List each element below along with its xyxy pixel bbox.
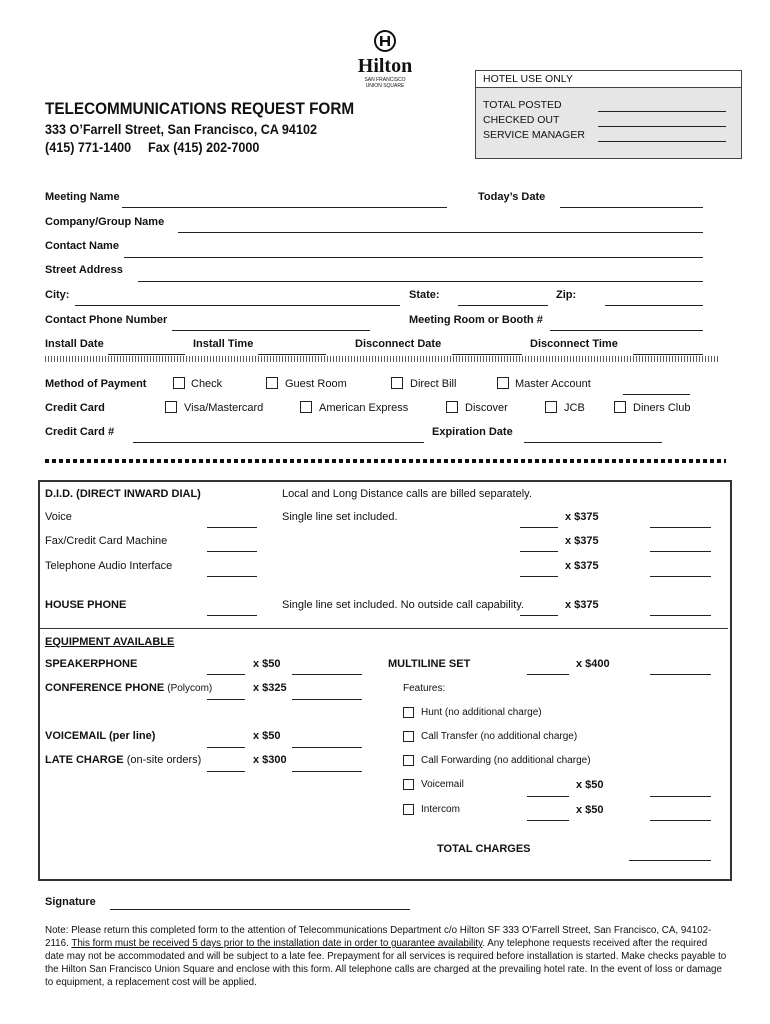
american-express-checkbox[interactable] bbox=[300, 401, 312, 413]
note-part-b: This form must be received 5 days prior to the installation date in order to guarantee availability bbox=[71, 938, 483, 949]
hilton-emblem-icon bbox=[372, 30, 398, 52]
meeting-room-field[interactable] bbox=[550, 330, 703, 331]
company-field[interactable] bbox=[178, 232, 703, 233]
feature-voicemail-total-field[interactable] bbox=[650, 796, 711, 797]
house-phone-note: Single line set included. No outside call capability. bbox=[282, 599, 524, 611]
voicemail-price: x $50 bbox=[253, 730, 281, 742]
house-phone-price: x $375 bbox=[565, 599, 599, 611]
voicemail-label: VOICEMAIL (per line) bbox=[45, 730, 156, 742]
direct-bill-option-label: Direct Bill bbox=[410, 378, 457, 390]
american-express-label: American Express bbox=[319, 402, 409, 414]
audio-days-field[interactable] bbox=[520, 576, 558, 577]
total-posted-field[interactable] bbox=[598, 111, 726, 112]
multiline-qty-field[interactable] bbox=[527, 674, 569, 675]
did-title: D.I.D. (DIRECT INWARD DIAL) bbox=[45, 488, 201, 500]
note-part-c: . Any telephone requests received after the required date may not be accommodated and will be subject to a late fee. Prepayment for all services is required before installation is started. Make checks payable to the Hilton San Francisco Union Square and enclose with this form. All telephone calls are charged at the prevailing hotel rate. In the event of loss or damage to equipment, a replacement cost will be applied. bbox=[45, 938, 727, 988]
brand-name: Hilton bbox=[357, 55, 413, 77]
voice-total-field[interactable] bbox=[650, 527, 711, 528]
credit-card-label: Credit Card bbox=[45, 402, 105, 414]
credit-card-number-field[interactable] bbox=[133, 442, 424, 443]
conference-phone-qty-field[interactable] bbox=[207, 699, 245, 700]
voice-price: x $375 bbox=[565, 511, 599, 523]
conference-phone-total-field[interactable] bbox=[292, 699, 362, 700]
fax-total-field[interactable] bbox=[650, 551, 711, 552]
call-forwarding-checkbox[interactable] bbox=[403, 755, 414, 766]
hunt-checkbox[interactable] bbox=[403, 707, 414, 718]
jcb-label: JCB bbox=[564, 402, 585, 414]
check-checkbox[interactable] bbox=[173, 377, 185, 389]
multiline-total-field[interactable] bbox=[650, 674, 711, 675]
audio-price: x $375 bbox=[565, 560, 599, 572]
master-account-option-label: Master Account bbox=[515, 378, 591, 390]
note-part-a: Note: Please return this completed form to the attention of Telecommunications Department c/o Hilton SF 333 O’Farrell Street, San Francisco, CA, 94102-2116. bbox=[45, 925, 712, 949]
expiration-date-label: Expiration Date bbox=[432, 426, 513, 438]
direct-bill-checkbox[interactable] bbox=[391, 377, 403, 389]
feature-voicemail-label: Voicemail bbox=[421, 779, 464, 790]
equipment-title: EQUIPMENT AVAILABLE bbox=[45, 636, 175, 648]
brand-subline-1: SAN FRANCISCO bbox=[364, 77, 406, 83]
checked-out-label: CHECKED OUT bbox=[483, 114, 560, 126]
late-charge-sub: (on-site orders) bbox=[126, 754, 202, 766]
hotel-use-title: HOTEL USE ONLY bbox=[483, 73, 573, 85]
contact-name-field[interactable] bbox=[124, 257, 703, 258]
guest-room-checkbox[interactable] bbox=[266, 377, 278, 389]
total-charges-label: TOTAL CHARGES bbox=[437, 843, 531, 855]
multiline-set-label: MULTILINE SET bbox=[388, 658, 471, 670]
voicemail-total-field[interactable] bbox=[292, 747, 362, 748]
discover-checkbox[interactable] bbox=[446, 401, 458, 413]
dotted-divider bbox=[45, 459, 726, 463]
intercom-price: x $50 bbox=[576, 804, 604, 816]
todays-date-field[interactable] bbox=[560, 207, 703, 208]
late-charge-total-field[interactable] bbox=[292, 771, 362, 772]
features-label: Features: bbox=[403, 683, 446, 694]
master-account-field[interactable] bbox=[623, 394, 690, 395]
speakerphone-label: SPEAKERPHONE bbox=[45, 658, 138, 670]
hotel-use-box bbox=[475, 70, 742, 159]
install-time-label: Install Time bbox=[193, 338, 254, 350]
contact-phone-field[interactable] bbox=[172, 330, 370, 331]
hotel-address: 333 O’Farrell Street, San Francisco, CA 94102 bbox=[45, 121, 317, 137]
signature-label: Signature bbox=[45, 896, 96, 908]
service-manager-label: SERVICE MANAGER bbox=[483, 129, 585, 141]
zip-field[interactable] bbox=[605, 305, 703, 306]
install-date-field[interactable] bbox=[108, 354, 185, 355]
install-date-label: Install Date bbox=[45, 338, 104, 350]
state-label: State: bbox=[409, 289, 440, 301]
call-transfer-checkbox[interactable] bbox=[403, 731, 414, 742]
street-field[interactable] bbox=[138, 281, 703, 282]
intercom-total-field[interactable] bbox=[650, 820, 711, 821]
payment-method-label: Method of Payment bbox=[45, 378, 147, 390]
speakerphone-total-field[interactable] bbox=[292, 674, 362, 675]
disconnect-date-label: Disconnect Date bbox=[355, 338, 442, 350]
master-account-checkbox[interactable] bbox=[497, 377, 509, 389]
visa-mastercard-checkbox[interactable] bbox=[165, 401, 177, 413]
meeting-name-field[interactable] bbox=[122, 207, 447, 208]
meeting-room-label: Meeting Room or Booth # bbox=[409, 314, 543, 326]
asterisk-divider bbox=[45, 356, 718, 362]
hotel-fax: Fax (415) 202-7000 bbox=[148, 139, 260, 155]
audio-interface-label: Telephone Audio Interface bbox=[45, 560, 173, 572]
house-phone-total-field[interactable] bbox=[650, 615, 711, 616]
fax-qty-field[interactable] bbox=[207, 551, 257, 552]
expiration-date-field[interactable] bbox=[524, 442, 662, 443]
signature-field[interactable] bbox=[110, 909, 410, 910]
feature-voicemail-qty-field[interactable] bbox=[527, 796, 569, 797]
audio-total-field[interactable] bbox=[650, 576, 711, 577]
billing-note: Local and Long Distance calls are billed separately. bbox=[282, 488, 532, 500]
late-charge-price: x $300 bbox=[253, 754, 287, 766]
late-charge-label bbox=[45, 754, 201, 766]
audio-qty-field[interactable] bbox=[207, 576, 257, 577]
call-forwarding-label: Call Forwarding (no additional charge) bbox=[421, 755, 591, 766]
service-manager-field[interactable] bbox=[598, 141, 726, 142]
meeting-name-label: Meeting Name bbox=[45, 191, 120, 203]
speakerphone-qty-field[interactable] bbox=[207, 674, 245, 675]
conference-phone-price: x $325 bbox=[253, 682, 287, 694]
fax-machine-label: Fax/Credit Card Machine bbox=[45, 535, 168, 547]
feature-voicemail-checkbox[interactable] bbox=[403, 779, 414, 790]
voice-note: Single line set included. bbox=[282, 511, 398, 523]
diners-club-checkbox[interactable] bbox=[614, 401, 626, 413]
footer-note bbox=[45, 924, 727, 989]
jcb-checkbox[interactable] bbox=[545, 401, 557, 413]
house-phone-label: HOUSE PHONE bbox=[45, 599, 127, 611]
fax-days-field[interactable] bbox=[520, 551, 558, 552]
visa-mastercard-label: Visa/Mastercard bbox=[184, 402, 264, 414]
total-charges-field[interactable] bbox=[629, 860, 711, 861]
multiline-price: x $400 bbox=[576, 658, 610, 670]
intercom-qty-field[interactable] bbox=[527, 820, 569, 821]
voice-days-field[interactable] bbox=[520, 527, 558, 528]
call-transfer-label: Call Transfer (no additional charge) bbox=[421, 731, 578, 742]
diners-club-label: Diners Club bbox=[633, 402, 691, 414]
state-field[interactable] bbox=[458, 305, 548, 306]
discover-label: Discover bbox=[465, 402, 508, 414]
total-posted-label: TOTAL POSTED bbox=[483, 99, 562, 111]
voice-qty-field[interactable] bbox=[207, 527, 257, 528]
voicemail-qty-field[interactable] bbox=[207, 747, 245, 748]
city-label: City: bbox=[45, 289, 70, 301]
late-charge-qty-field[interactable] bbox=[207, 771, 245, 772]
hilton-logo bbox=[350, 30, 420, 89]
street-label: Street Address bbox=[45, 264, 123, 276]
intercom-checkbox[interactable] bbox=[403, 804, 414, 815]
hotel-phone: (415) 771-1400 bbox=[45, 139, 132, 155]
intercom-label: Intercom bbox=[421, 804, 460, 815]
disconnect-time-field[interactable] bbox=[633, 354, 703, 355]
feature-voicemail-price: x $50 bbox=[576, 779, 604, 791]
contact-phone-label: Contact Phone Number bbox=[45, 314, 168, 326]
zip-label: Zip: bbox=[556, 289, 577, 301]
install-time-field[interactable] bbox=[258, 354, 326, 355]
conference-phone-label bbox=[45, 682, 212, 694]
disconnect-date-field[interactable] bbox=[452, 354, 522, 355]
form-title: TELECOMMUNICATIONS REQUEST FORM bbox=[45, 99, 355, 118]
late-charge-name: LATE CHARGE bbox=[45, 754, 124, 766]
contact-name-label: Contact Name bbox=[45, 240, 119, 252]
city-field[interactable] bbox=[75, 305, 400, 306]
speakerphone-price: x $50 bbox=[253, 658, 281, 670]
company-label: Company/Group Name bbox=[45, 216, 165, 228]
brand-subline-2: UNION SQUARE bbox=[365, 83, 405, 89]
hunt-label: Hunt (no additional charge) bbox=[421, 707, 542, 718]
guest-room-option-label: Guest Room bbox=[285, 378, 347, 390]
conference-phone-name: CONFERENCE PHONE bbox=[45, 682, 165, 694]
disconnect-time-label: Disconnect Time bbox=[530, 338, 618, 350]
voice-label: Voice bbox=[45, 511, 72, 523]
house-phone-qty-field[interactable] bbox=[207, 615, 257, 616]
todays-date-label: Today’s Date bbox=[478, 191, 546, 203]
credit-card-number-label: Credit Card # bbox=[45, 426, 115, 438]
checked-out-field[interactable] bbox=[598, 126, 726, 127]
fax-price: x $375 bbox=[565, 535, 599, 547]
check-option-label: Check bbox=[191, 378, 223, 390]
house-phone-days-field[interactable] bbox=[520, 615, 558, 616]
section-separator bbox=[40, 628, 728, 629]
conference-phone-sub: (Polycom) bbox=[167, 683, 213, 694]
